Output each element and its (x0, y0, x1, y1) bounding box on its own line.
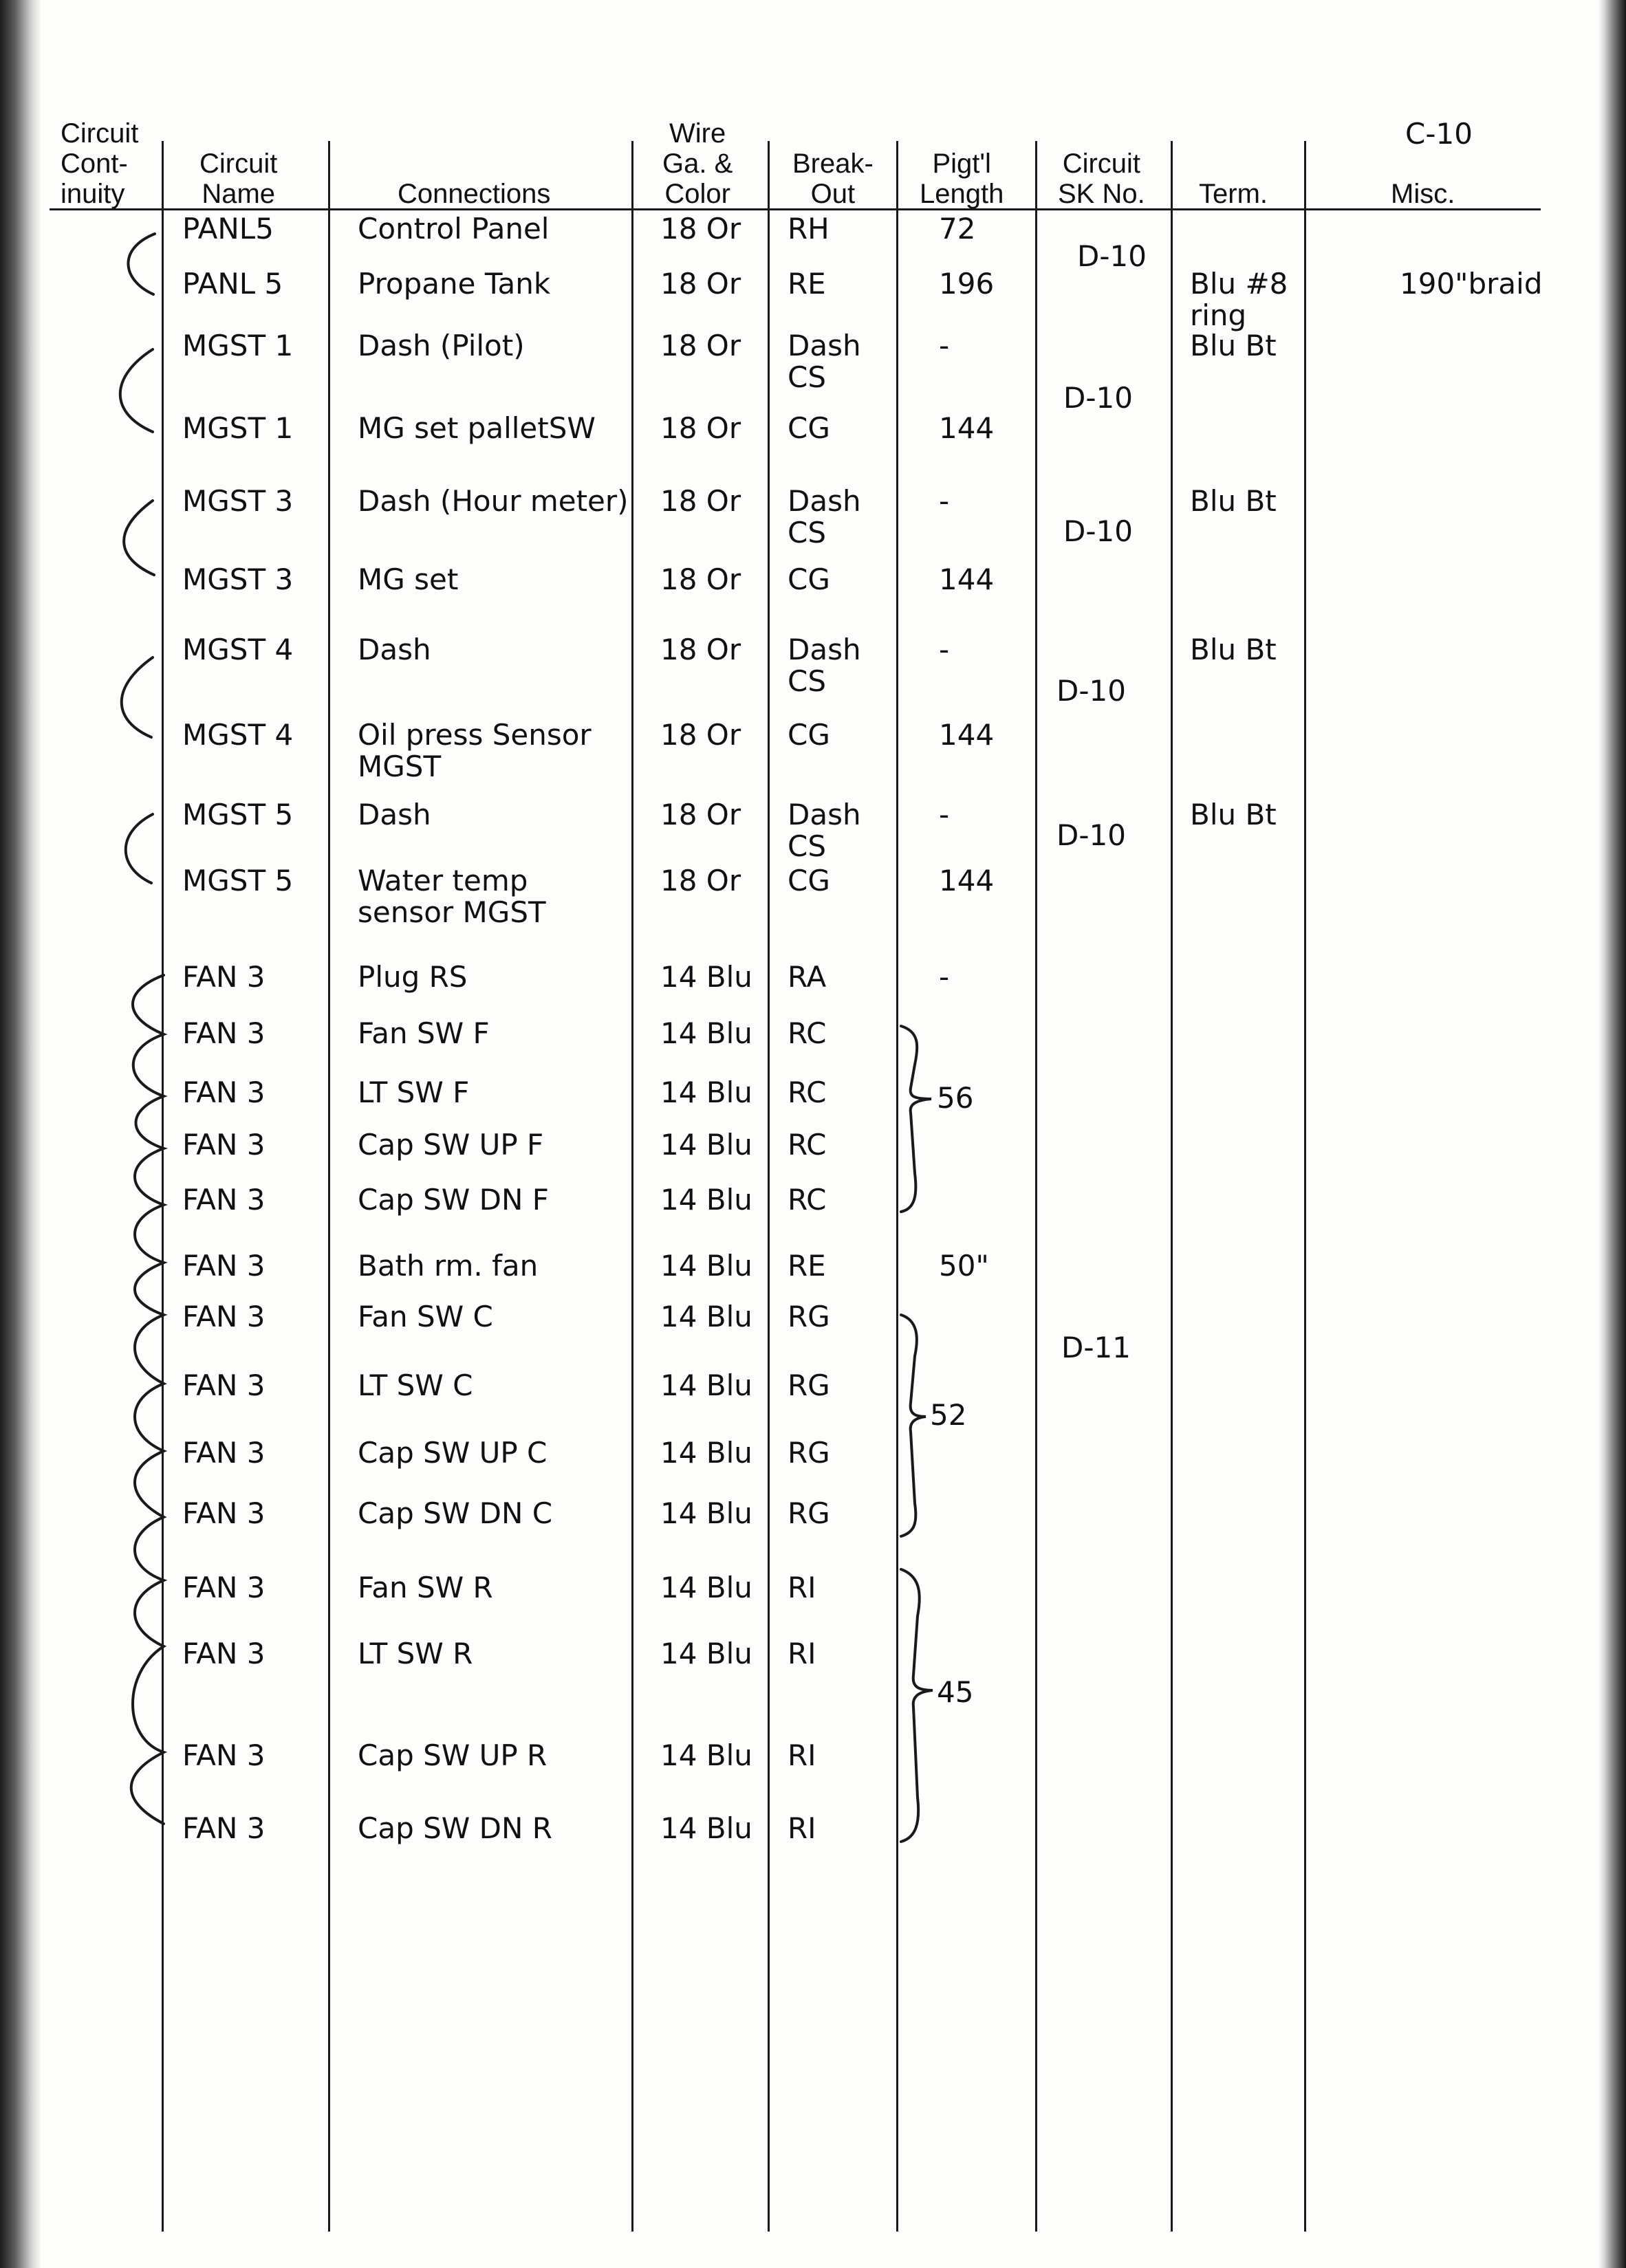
circuit-name: MGST 3 (182, 484, 294, 518)
wire-gauge-color: 14 Blu (660, 1128, 752, 1162)
pigtail-group-brace (901, 1569, 933, 1842)
connection: Cap SW DN R (358, 1811, 552, 1845)
circuit-name: FAN 3 (182, 1300, 265, 1333)
header-circuit-sk: Circuit SK No. (1058, 149, 1145, 209)
connection: Propane Tank (358, 267, 551, 301)
pigtail-length: 50" (939, 1249, 989, 1283)
pigtail-length: 144 (939, 563, 995, 596)
connection: Cap SW UP C (358, 1436, 548, 1470)
continuity-arc (124, 501, 154, 575)
header-misc: Misc. (1391, 179, 1455, 209)
wire-gauge-color: 14 Blu (660, 1183, 752, 1217)
circuit-name: PANL 5 (182, 267, 283, 301)
breakout: RI (788, 1637, 816, 1670)
pigtail-length: - (939, 798, 950, 831)
connection: Cap SW UP R (358, 1738, 548, 1772)
wire-gauge-color: 18 Or (660, 411, 741, 445)
connection: MG set palletSW (358, 411, 596, 445)
wire-gauge-color: 14 Blu (660, 1016, 752, 1050)
breakout: RC (788, 1183, 827, 1217)
circuit-name: FAN 3 (182, 1183, 265, 1217)
pigtail-group-brace (901, 1315, 926, 1536)
connection: Dash (358, 633, 431, 666)
wire-gauge-color: 18 Or (660, 484, 741, 518)
pigtail-length: 196 (939, 267, 995, 301)
circuit-name: FAN 3 (182, 1436, 265, 1470)
breakout: CG (788, 411, 830, 445)
connection: Cap SW DN F (358, 1183, 549, 1217)
breakout: RC (788, 1076, 827, 1109)
connection: LT SW F (358, 1076, 470, 1109)
circuit-name: MGST 1 (182, 329, 294, 362)
breakout: CG (788, 563, 830, 596)
continuity-arc (126, 814, 153, 883)
pigtail-length: 144 (939, 864, 995, 897)
continuity-chain (131, 975, 164, 1824)
terminal: Blu Bt (1190, 633, 1277, 666)
circuit-name: FAN 3 (182, 1369, 265, 1402)
terminal: Blu Bt (1190, 798, 1277, 831)
wire-gauge-color: 18 Or (660, 864, 741, 897)
wire-gauge-color: 14 Blu (660, 1738, 752, 1772)
wire-gauge-color: 14 Blu (660, 1076, 752, 1109)
wire-gauge-color: 18 Or (660, 563, 741, 596)
pigtail-group-brace (901, 1026, 931, 1212)
page-code: C-10 (1405, 117, 1473, 151)
header-breakout: Break- Out (792, 149, 874, 209)
circuit-name: MGST 4 (182, 718, 294, 752)
breakout: Dash CS (788, 484, 861, 549)
breakout: RI (788, 1571, 816, 1604)
connection: Dash (358, 798, 431, 831)
breakout: RG (788, 1436, 830, 1470)
circuit-name: FAN 3 (182, 1496, 265, 1530)
pigtail-length: 144 (939, 718, 995, 752)
circuit-name: FAN 3 (182, 1016, 265, 1050)
circuit-name: FAN 3 (182, 1076, 265, 1109)
breakout: RA (788, 960, 827, 994)
circuit-name: MGST 4 (182, 633, 294, 666)
terminal: Blu Bt (1190, 484, 1277, 518)
circuit-name: FAN 3 (182, 1637, 265, 1670)
pigtail-length: 72 (939, 212, 976, 246)
wire-gauge-color: 14 Blu (660, 960, 752, 994)
breakout: RI (788, 1811, 816, 1845)
group-length: 45 (937, 1675, 974, 1709)
sk-number: D-10 (1056, 818, 1126, 852)
header-connections: Connections (398, 179, 551, 209)
connection: Plug RS (358, 960, 468, 994)
header-wire: Wire Ga. & Color (662, 118, 733, 209)
connection: Oil press Sensor MGST (358, 718, 592, 783)
continuity-arc (120, 349, 153, 432)
circuit-name: MGST 5 (182, 864, 294, 897)
breakout: RE (788, 267, 826, 301)
connection: Control Panel (358, 212, 550, 246)
circuit-name: FAN 3 (182, 1571, 265, 1604)
wire-gauge-color: 14 Blu (660, 1249, 752, 1283)
group-length: 52 (930, 1398, 967, 1432)
breakout: CG (788, 864, 830, 897)
breakout: CG (788, 718, 830, 752)
connection: MG set (358, 563, 459, 596)
continuity-arc (128, 234, 155, 294)
terminal: Blu #8 ring (1190, 267, 1288, 332)
circuit-name: MGST 1 (182, 411, 294, 445)
pigtail-length: - (939, 633, 950, 666)
pigtail-length: 144 (939, 411, 995, 445)
header-pigtail-length: Pigt'l Length (920, 149, 1004, 209)
breakout: Dash CS (788, 798, 861, 863)
wire-gauge-color: 14 Blu (660, 1436, 752, 1470)
breakout: RG (788, 1496, 830, 1530)
pigtail-length: - (939, 329, 950, 362)
wire-gauge-color: 14 Blu (660, 1811, 752, 1845)
wire-gauge-color: 18 Or (660, 329, 741, 362)
circuit-name: MGST 5 (182, 798, 294, 831)
breakout: Dash CS (788, 633, 861, 698)
pigtail-length: - (939, 960, 950, 994)
connection: Dash (Hour meter) (358, 484, 629, 518)
connection: Fan SW C (358, 1300, 493, 1333)
connection: LT SW R (358, 1637, 473, 1670)
circuit-name: MGST 3 (182, 563, 294, 596)
circuit-name: FAN 3 (182, 1249, 265, 1283)
wire-gauge-color: 18 Or (660, 212, 741, 246)
circuit-name: FAN 3 (182, 1128, 265, 1162)
sk-number: D-10 (1077, 239, 1147, 273)
header-term: Term. (1199, 179, 1268, 209)
breakout: RG (788, 1300, 830, 1333)
sk-number: D-10 (1056, 674, 1126, 708)
circuit-name: FAN 3 (182, 1738, 265, 1772)
breakout: RE (788, 1249, 826, 1283)
wire-gauge-color: 18 Or (660, 633, 741, 666)
circuit-name: FAN 3 (182, 960, 265, 994)
terminal: Blu Bt (1190, 329, 1277, 362)
wire-gauge-color: 18 Or (660, 798, 741, 831)
connection: Cap SW UP F (358, 1128, 544, 1162)
wire-gauge-color: 14 Blu (660, 1637, 752, 1670)
connection: Cap SW DN C (358, 1496, 553, 1530)
sk-number: D-11 (1061, 1331, 1131, 1364)
connection: Bath rm. fan (358, 1249, 539, 1283)
sk-number: D-10 (1063, 514, 1133, 548)
circuit-name: PANL5 (182, 212, 274, 246)
breakout: RH (788, 212, 830, 246)
pigtail-length: - (939, 484, 950, 518)
breakout: RI (788, 1738, 816, 1772)
connection: Fan SW R (358, 1571, 493, 1604)
wire-gauge-color: 14 Blu (660, 1571, 752, 1604)
breakout: Dash CS (788, 329, 861, 394)
continuity-arc (122, 657, 153, 737)
sk-number: D-10 (1063, 381, 1133, 415)
breakout: RC (788, 1128, 827, 1162)
connection: Water temp sensor MGST (358, 864, 546, 929)
wire-gauge-color: 18 Or (660, 267, 741, 301)
connection: Fan SW F (358, 1016, 490, 1050)
header-continuity: Circuit Cont- inuity (61, 118, 139, 209)
connection: LT SW C (358, 1369, 473, 1402)
misc-note: 190"braid (1400, 267, 1543, 301)
wire-gauge-color: 14 Blu (660, 1496, 752, 1530)
group-length: 56 (937, 1081, 974, 1115)
connection: Dash (Pilot) (358, 329, 525, 362)
breakout: RC (788, 1016, 827, 1050)
circuit-name: FAN 3 (182, 1811, 265, 1845)
breakout: RG (788, 1369, 830, 1402)
wire-gauge-color: 14 Blu (660, 1369, 752, 1402)
wire-gauge-color: 18 Or (660, 718, 741, 752)
header-circuit-name: Circuit Name (199, 149, 278, 209)
wire-gauge-color: 14 Blu (660, 1300, 752, 1333)
